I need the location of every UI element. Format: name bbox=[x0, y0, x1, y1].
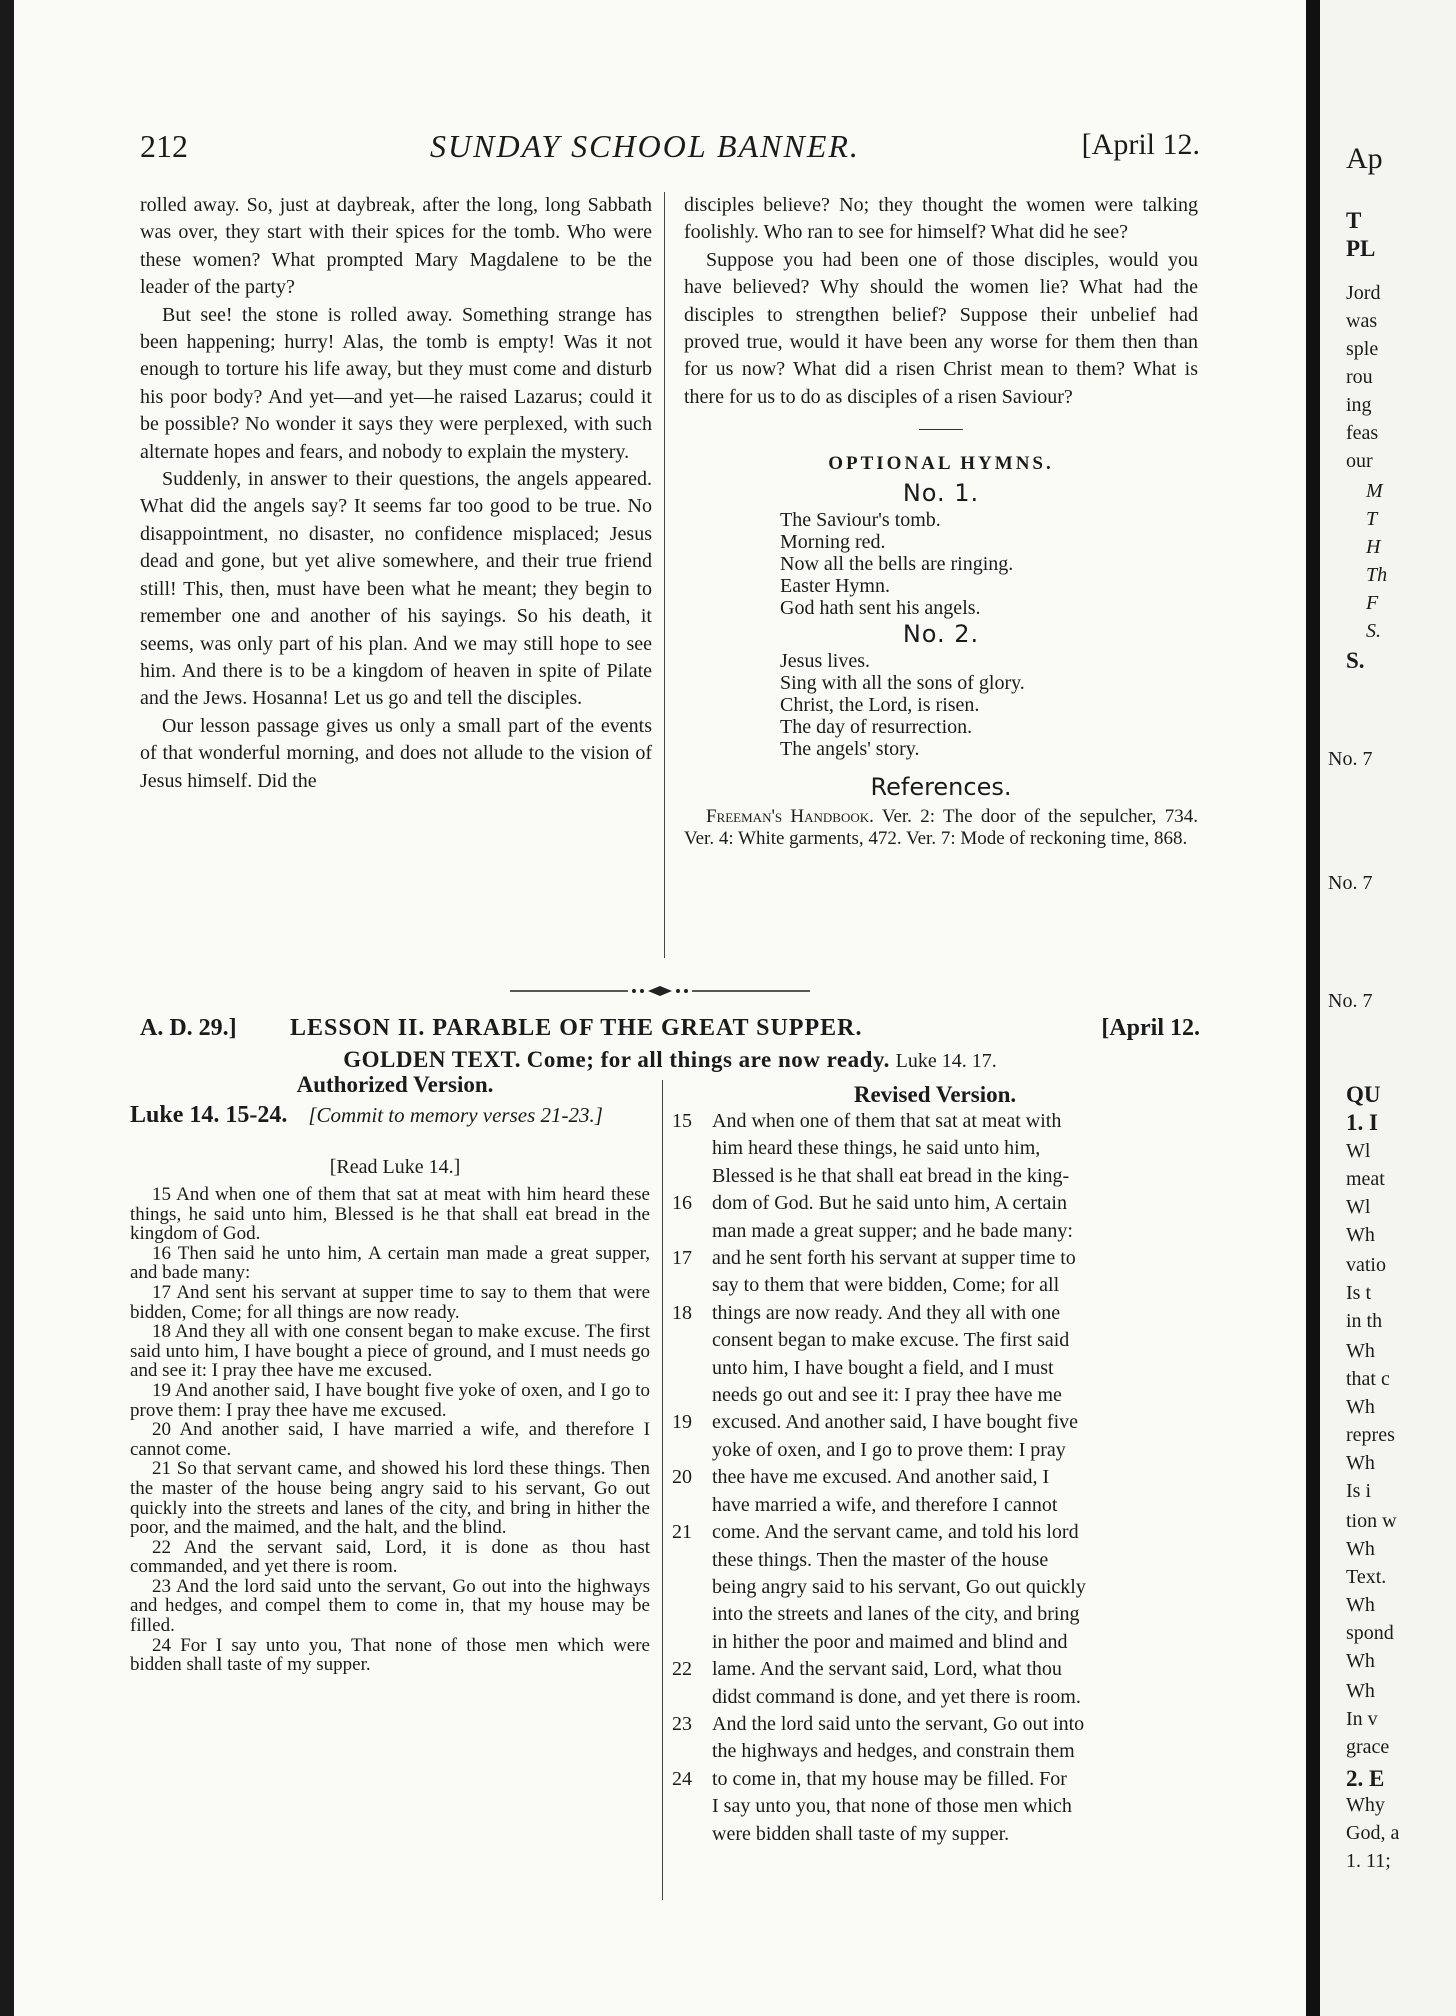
references-text bbox=[684, 806, 1198, 850]
verse: 21 So that servant came, and showed his lord these things. Then the master of the house being angry said to his servant, Go out quickly into the streets and lanes of the city, and bring in hither the poor, and the maimed, and the halt, and the blind. bbox=[130, 1458, 650, 1539]
facing-page-fragment: rou bbox=[1346, 366, 1373, 388]
facing-page-fragment: Wh bbox=[1346, 1680, 1375, 1702]
paragraph: Suppose you had been one of those disciples, would you have believed? Why should the women lie? What had the disciples to strengthen belief? Suppose their unbelief had proved true, would it have been any worse for them then than for us now? What did a risen Christ mean to them? What is there for us to do as disciples of a risen Saviour? bbox=[684, 248, 1198, 408]
facing-page-fragment: Wh bbox=[1346, 1224, 1375, 1246]
facing-page-fragment: Is t bbox=[1346, 1282, 1371, 1304]
facing-page-fragment: No. 7 bbox=[1328, 748, 1373, 770]
hymn-item: Easter Hymn. bbox=[780, 575, 890, 598]
facing-page-fragment: tion w bbox=[1346, 1510, 1397, 1532]
facing-page-fragment: our bbox=[1346, 450, 1373, 472]
revised-line-text: unto him, I have bought a field, and I must bbox=[712, 1356, 1054, 1379]
hymn-item: Jesus lives. bbox=[780, 650, 870, 673]
authorized-version-heading: Authorized Version. bbox=[296, 1072, 494, 1097]
revised-version-heading: Revised Version. bbox=[853, 1082, 1017, 1107]
facing-page-fragment: Wh bbox=[1346, 1538, 1375, 1560]
facing-page-fragment: S. bbox=[1346, 648, 1365, 673]
revised-line-text: come. And the servant came, and told his lord bbox=[712, 1521, 1079, 1544]
facing-page-fragment: vatio bbox=[1346, 1254, 1386, 1276]
revised-line-text: in hither the poor and maimed and blind and bbox=[712, 1630, 1068, 1653]
golden-text-quote: Come; for all things are now ready. bbox=[526, 1047, 890, 1072]
revised-verses bbox=[672, 1108, 1202, 1848]
scripture-passage bbox=[130, 1102, 660, 1129]
facing-page-fragment: S. bbox=[1366, 620, 1381, 642]
ornament-divider bbox=[510, 985, 810, 997]
lesson-title: LESSON II. PARABLE OF THE GREAT SUPPER. bbox=[290, 1015, 863, 1041]
revised-line-text: didst command is done, and yet there is room. bbox=[712, 1685, 1081, 1708]
revised-line-text: the highways and hedges, and constrain them bbox=[712, 1740, 1075, 1763]
facing-page-fragment: Th bbox=[1366, 564, 1388, 586]
facing-page-edge bbox=[1320, 0, 1456, 2016]
revised-line bbox=[672, 1218, 1202, 1245]
facing-page-fragment: Wh bbox=[1346, 1396, 1375, 1418]
revised-line-text: excused. And another said, I have bought five bbox=[712, 1411, 1079, 1434]
facing-page-fragment: Why bbox=[1346, 1794, 1385, 1816]
facing-page-fragment: Wh bbox=[1346, 1452, 1375, 1474]
revised-line bbox=[672, 1327, 1202, 1354]
revised-line-text: things are now ready. And they all with one bbox=[712, 1301, 1061, 1324]
revised-line bbox=[672, 1821, 1202, 1848]
references-heading: References. bbox=[870, 773, 1012, 802]
hymn-item: The Saviour's tomb. bbox=[780, 509, 941, 532]
facing-page-fragment: spond bbox=[1346, 1622, 1394, 1644]
revised-line-text: yoke of oxen, and I go to prove them: I pray bbox=[712, 1438, 1066, 1461]
read-note: [Read Luke 14.] bbox=[329, 1156, 461, 1178]
revised-line bbox=[672, 1190, 1202, 1217]
verse: 16 Then said he unto him, A certain man made a great supper, and bade many: bbox=[130, 1242, 650, 1284]
revised-line-text: say to them that were bidden, Come; for all bbox=[712, 1274, 1060, 1297]
revised-line bbox=[672, 1738, 1202, 1765]
revised-line-text: Blessed is he that shall eat bread in the king- bbox=[712, 1164, 1070, 1187]
verse-number: 17 bbox=[672, 1247, 692, 1270]
paragraph: Suddenly, in answer to their questions, the angels appeared. What did the angels say? It seems far too good to be true. No disappointment, no disaster, no confidence misplaced; Jesus dead and gone, but yet alive somewhere, and their true friend still! This, then, must have been what he meant; they begin to remember one and another of his sayings. So his death, it seems, was only part of his plan. And we may still hope to see him. And there is to be a kingdom of heaven in spite of Pilate and the Jews. Hosanna! Let us go and tell the disciples. bbox=[140, 468, 652, 710]
verse-number: 15 bbox=[672, 1110, 692, 1132]
running-title: SUNDAY SCHOOL BANNER. bbox=[430, 128, 860, 164]
facing-page-fragment: Ap bbox=[1346, 142, 1383, 175]
book-gutter bbox=[1306, 0, 1320, 2016]
revised-line-text: needs go out and see it: I pray thee have me bbox=[712, 1384, 1062, 1407]
verse: 22 And the servant said, Lord, it is done as thou hast commanded, and yet there is room. bbox=[130, 1536, 650, 1578]
revised-line-text: have married a wife, and therefore I cannot bbox=[712, 1493, 1058, 1516]
revised-line bbox=[672, 1601, 1202, 1628]
facing-page-fragment: Is i bbox=[1346, 1480, 1371, 1502]
facing-page-fragment: F bbox=[1366, 592, 1379, 614]
hymn-list bbox=[780, 509, 1198, 619]
facing-page-fragment: QU bbox=[1346, 1082, 1381, 1107]
revised-line bbox=[672, 1656, 1202, 1683]
revised-line bbox=[672, 1711, 1202, 1738]
verse: 20 And another said, I have married a wife, and therefore I cannot come. bbox=[130, 1419, 650, 1460]
commit-note: [Commit to memory verses 21-23.] bbox=[308, 1103, 603, 1127]
verse-number: 16 bbox=[672, 1192, 692, 1215]
column-rule bbox=[664, 192, 665, 958]
revised-line-text: consent began to make excuse. The first said bbox=[712, 1329, 1070, 1352]
revised-line bbox=[672, 1135, 1202, 1162]
hymn-item: Morning red. bbox=[780, 531, 886, 554]
revised-line bbox=[672, 1409, 1202, 1436]
revised-line-text: him heard these things, he said unto him, bbox=[712, 1137, 1041, 1160]
hymn-item: Christ, the Lord, is risen. bbox=[780, 694, 980, 717]
revised-line-text: dom of God. But he said unto him, A certain bbox=[712, 1192, 1067, 1215]
revised-line bbox=[672, 1547, 1202, 1574]
facing-page-fragment: Text. bbox=[1346, 1566, 1387, 1588]
golden-text-label: GOLDEN TEXT. bbox=[343, 1047, 521, 1072]
revised-line-text: And the lord said unto the servant, Go out into bbox=[712, 1712, 1085, 1735]
verse-number: 19 bbox=[672, 1411, 692, 1434]
column-rule bbox=[662, 1080, 663, 1900]
short-rule bbox=[919, 429, 963, 430]
revised-line bbox=[672, 1464, 1202, 1491]
verse-number: 21 bbox=[672, 1521, 692, 1544]
revised-line bbox=[672, 1684, 1202, 1711]
verse: 15 And when one of them that sat at meat with him heard these things, he said unto him, Blessed is he that shall eat bread in the kingdom of God. bbox=[130, 1184, 650, 1245]
facing-page-fragment: Wl bbox=[1346, 1140, 1371, 1162]
facing-page-fragment: 2. E bbox=[1346, 1766, 1385, 1791]
revised-line bbox=[672, 1382, 1202, 1409]
facing-page-fragment: meat bbox=[1346, 1168, 1385, 1190]
revised-line bbox=[672, 1163, 1202, 1190]
left-column bbox=[140, 192, 652, 795]
hymn-group-label: No. 1. bbox=[902, 478, 980, 507]
facing-page-fragment: 1. I bbox=[1346, 1110, 1378, 1135]
verse: 24 For I say unto you, That none of those men which were bidden shall taste of my supper. bbox=[130, 1634, 650, 1676]
hymn-item: Now all the bells are ringing. bbox=[780, 553, 1014, 576]
page-header bbox=[140, 128, 1200, 172]
facing-page-fragment: Jord bbox=[1346, 282, 1381, 304]
hymn-group-label: No. 2. bbox=[902, 620, 980, 649]
revised-line bbox=[672, 1108, 1202, 1135]
facing-page-fragment: T bbox=[1346, 208, 1362, 233]
revised-line bbox=[672, 1437, 1202, 1464]
paragraph: disciples believe? No; they thought the women were talking foolishly. Who ran to see for himself? What did he see? bbox=[684, 194, 1198, 244]
revised-line-text: lame. And the servant said, Lord, what thou bbox=[712, 1658, 1062, 1681]
verse-number: 20 bbox=[672, 1466, 692, 1489]
authorized-verses bbox=[130, 1185, 650, 1675]
right-column bbox=[684, 192, 1198, 850]
page-number: 212 bbox=[140, 128, 188, 164]
header-date: [April 12. bbox=[1081, 128, 1200, 161]
facing-page-fragment: In v bbox=[1346, 1708, 1378, 1730]
hymn-item: Sing with all the sons of glory. bbox=[780, 672, 1025, 695]
hymns-heading: OPTIONAL HYMNS. bbox=[828, 453, 1054, 475]
facing-page-fragment: feas bbox=[1346, 422, 1379, 444]
revised-line bbox=[672, 1766, 1202, 1793]
verse-number: 22 bbox=[672, 1658, 692, 1681]
facing-page-fragment: that c bbox=[1346, 1368, 1390, 1390]
lesson-era: A. D. 29.] bbox=[140, 1015, 237, 1041]
revised-line-text: man made a great supper; and he bade many: bbox=[712, 1219, 1073, 1242]
revised-line bbox=[672, 1793, 1202, 1820]
facing-page-fragment: Wl bbox=[1346, 1196, 1371, 1218]
facing-page-fragment: Wh bbox=[1346, 1650, 1375, 1672]
paragraph: But see! the stone is rolled away. Something strange has been happening; hurry! Alas, the tomb is empty! Was it not enough to torture his life away, but they must come and disturb his poor body? And yet—and yet—he raised Lazarus; could it be possible? No wonder it says they were perplexed, with such alternate hopes and fears, and nobody to explain the mystery. bbox=[140, 303, 652, 463]
facing-page-fragment: H bbox=[1366, 536, 1381, 558]
paragraph: rolled away. So, just at daybreak, after the long, long Sabbath was over, they start with their spices for the tomb. Who were these women? What prompted Mary Magdalene to be the leader of the party? bbox=[140, 194, 652, 299]
hymn-list bbox=[780, 650, 1198, 760]
revised-line bbox=[672, 1355, 1202, 1382]
verse-number: 24 bbox=[672, 1767, 692, 1790]
revised-line-text: to come in, that my house may be filled. For bbox=[712, 1767, 1067, 1790]
facing-page-fragment: PL bbox=[1346, 236, 1376, 261]
revised-line-text: thee have me excused. And another said, I bbox=[712, 1466, 1050, 1489]
revised-line-text: I say unto you, that none of those men which bbox=[712, 1795, 1072, 1818]
facing-page-fragment: grace bbox=[1346, 1736, 1390, 1758]
facing-page-fragment: M bbox=[1366, 480, 1383, 502]
revised-line-text: these things. Then the master of the house bbox=[712, 1548, 1049, 1571]
revised-line bbox=[672, 1492, 1202, 1519]
revised-line bbox=[672, 1519, 1202, 1546]
revised-line bbox=[672, 1629, 1202, 1656]
facing-page-fragment: Wh bbox=[1346, 1594, 1375, 1616]
facing-page-fragment: Wh bbox=[1346, 1340, 1375, 1362]
facing-page-fragment: God, a bbox=[1346, 1822, 1400, 1844]
lesson-date: [April 12. bbox=[1101, 1015, 1200, 1041]
hymn-item: God hath sent his angels. bbox=[780, 597, 981, 620]
passage-ref: Luke 14. 15-24. bbox=[130, 1102, 288, 1128]
paragraph: Our lesson passage gives us only a small part of the events of that wonderful morning, and does not allude to the vision of Jesus himself. Did the bbox=[140, 714, 652, 792]
hymn-item: The day of resurrection. bbox=[780, 716, 973, 739]
revised-line-text: into the streets and lanes of the city, and bring bbox=[712, 1603, 1080, 1626]
verse: 18 And they all with one consent began to make excuse. The first said unto him, I have bought a piece of ground, and I must needs go and see it: I pray thee have me excused. bbox=[130, 1321, 650, 1382]
hymn-item: The angels' story. bbox=[780, 738, 920, 761]
facing-page-fragment: repres bbox=[1346, 1424, 1395, 1446]
verse: 23 And the lord said unto the servant, Go out into the highways and hedges, and compel them to come in, that my house may be filled. bbox=[130, 1575, 650, 1637]
facing-page-fragment: 1. 11; bbox=[1346, 1850, 1391, 1872]
golden-text bbox=[140, 1047, 1200, 1073]
golden-text-ref: Luke 14. 17. bbox=[895, 1050, 997, 1072]
verse-number: 18 bbox=[672, 1301, 692, 1324]
facing-page-fragment: No. 7 bbox=[1328, 990, 1373, 1012]
revised-line-text: and he sent forth his servant at supper time to bbox=[712, 1247, 1076, 1270]
revised-line bbox=[672, 1272, 1202, 1299]
revised-line-text: And when one of them that sat at meat with bbox=[712, 1110, 1062, 1132]
revised-line-text: being angry said to his servant, Go out quickly bbox=[712, 1575, 1086, 1598]
verse-number: 23 bbox=[672, 1712, 692, 1735]
references-body: Ver. 2: The door of the sepulcher, 734. Ver. 4: White garments, 472. Ver. 7: Mode of reckoning time, 868. bbox=[684, 805, 1198, 849]
revised-line bbox=[672, 1245, 1202, 1272]
verse: 17 And sent his servant at supper time to say to them that were bidden, Come; for all things are now ready. bbox=[130, 1281, 650, 1323]
references-source: Freeman's Handbook. bbox=[706, 805, 874, 827]
revised-line bbox=[672, 1300, 1202, 1327]
facing-page-fragment: was bbox=[1346, 310, 1378, 332]
facing-page-fragment: in th bbox=[1346, 1310, 1383, 1332]
verse: 19 And another said, I have bought five yoke of oxen, and I go to prove them: I pray thee have me excused. bbox=[130, 1379, 650, 1421]
facing-page-fragment: No. 7 bbox=[1328, 872, 1373, 894]
facing-page-fragment: T bbox=[1366, 508, 1378, 530]
revised-line-text: were bidden shall taste of my supper. bbox=[712, 1822, 1010, 1845]
revised-line bbox=[672, 1574, 1202, 1601]
facing-page-fragment: sple bbox=[1346, 338, 1379, 360]
facing-page-fragment: ing bbox=[1346, 394, 1372, 416]
